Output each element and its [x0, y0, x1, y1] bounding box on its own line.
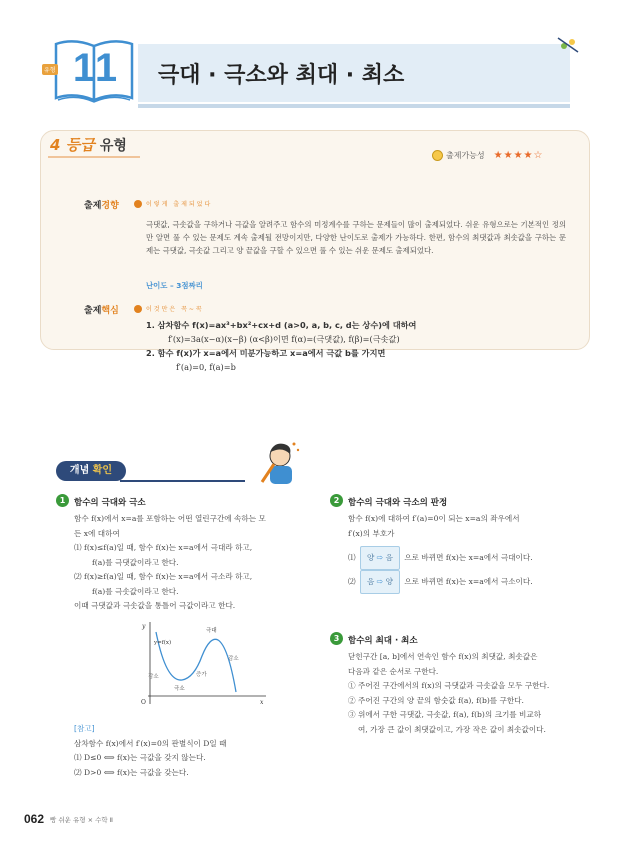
decrease-label-2: 감소 — [228, 656, 239, 662]
s2-line: 함수 f(x)에 대하여 f′(a)=0이 되는 x=a의 좌우에서 — [348, 514, 520, 523]
case-1-num: ⑴ — [348, 553, 356, 562]
core-item-1: 1. 삼차함수 f(x)=ax³+bx²+cx+d (a>0, a, b, c, d는 상수)에 대하여 — [146, 320, 417, 330]
concept-label-a: 개념 — [69, 465, 90, 476]
core-subhead — [134, 304, 204, 313]
bullet-icon — [134, 200, 142, 208]
trend-label-b: 경향 — [101, 201, 119, 211]
note-line: ⑵ D>0 ⟺ f(x)는 극값을 갖는다. — [74, 767, 189, 777]
section-2-body — [348, 512, 578, 541]
grade-tag-underline — [48, 156, 140, 158]
arrow-right-icon: ⇨ — [376, 553, 384, 562]
grade-tag — [50, 134, 127, 155]
footer-text: 빵 쉬운 유형 × 수학 Ⅱ — [50, 816, 113, 824]
s3-line: ② 주어진 구간의 양 끝의 함숫값 f(a), f(b)를 구한다. — [348, 695, 524, 705]
chip-to: 양 — [385, 577, 393, 586]
concept-divider — [120, 480, 245, 482]
sign-change-chip-1 — [360, 546, 400, 570]
grade-label: 4 등급 — [50, 136, 95, 154]
trend-subhead-text: 이렇게 출제되었다 — [146, 201, 213, 208]
note-line: 삼차함수 f(x)에서 f′(x)=0의 판별식이 D일 때 — [74, 738, 227, 748]
x-axis-label: x — [260, 699, 264, 706]
s1-line: ⑵ f(x)≥f(a)일 때, 함수 f(x)는 x=a에서 극소라 하고, — [74, 572, 253, 581]
rating — [432, 150, 543, 161]
page-title: 극대 · 극소와 최대 · 최소 — [158, 63, 405, 88]
min-label: 극소 — [174, 686, 185, 692]
s3-line: 다음과 같은 순서로 구한다. — [348, 666, 439, 676]
trend-subhead — [134, 199, 212, 208]
trend-label — [84, 198, 119, 211]
arrow-right-icon: ⇨ — [376, 577, 384, 586]
case-2 — [348, 570, 578, 594]
chip-from: 음 — [367, 577, 375, 586]
section-3-badge: 3 — [330, 632, 343, 645]
core-item-2b: f′(a)=0, f(a)=b — [176, 362, 236, 372]
section-1-body — [74, 512, 306, 614]
sign-change-chip-2 — [360, 570, 400, 594]
trend-label-a: 출제 — [84, 201, 102, 211]
concept-pill — [56, 461, 126, 481]
core-label-a: 출제 — [84, 306, 102, 316]
core-item-2: 2. 함수 f(x)가 x=a에서 미분가능하고 x=a에서 극값 b를 가지면 — [146, 348, 386, 358]
trend-text: 극댓값, 극솟값을 구하거나 극값을 알려주고 함수의 미정계수를 구하는 문제들이 많이 출제되었다. 쉬운 유형으로는 기본적인 정의만 알면 풀 수 있는 문제도 계속 출제될 전망이지만, 다양한 난이도로 출제가 가능하다. 한편, 함수의 최댓값과 최솟값을 구하는 문제는 극댓값, 극솟값 그리고 양 끝값을 구할 수 있으면 풀 수 있는 쉬운 문제도 출제되었다. — [146, 220, 566, 255]
section-1-title: 함수의 극대와 극소 — [74, 498, 146, 508]
case-1-text: 으로 바뀌면 f(x)는 x=a에서 극대이다. — [404, 553, 533, 562]
section-2-badge: 2 — [330, 494, 343, 507]
chapter-tag: 유형 — [42, 64, 58, 75]
bullet-icon — [134, 305, 142, 313]
section-1-note — [74, 722, 306, 780]
core-label — [84, 303, 119, 316]
student-character-icon — [254, 438, 304, 488]
core-item-1b: f′(x)=3a(x−α)(x−β) (α<β)이면 f(α)=(극댓값), f(β)=(극솟값) — [168, 334, 400, 344]
case-1 — [348, 546, 578, 570]
level-text: 난이도 – 3점짜리 — [146, 281, 203, 290]
rating-stars: ★★★★☆ — [493, 150, 544, 161]
case-2-num: ⑵ — [348, 577, 356, 586]
rating-label: 출제가능성 — [446, 151, 485, 160]
y-axis-label: y — [142, 623, 146, 630]
s1-line: f(a)를 극솟값이라고 한다. — [92, 586, 179, 596]
increase-label: 증가 — [196, 672, 207, 678]
bulb-icon — [432, 150, 443, 161]
section-2-cases — [348, 546, 578, 594]
s3-line: 닫힌구간 [a, b]에서 연속인 함수 f(x)의 최댓값, 최솟값은 — [348, 652, 538, 661]
pencil-deco-icon — [556, 32, 580, 56]
chip-from: 양 — [367, 553, 375, 562]
page-number: 062 — [24, 812, 45, 826]
note-tag: [참고] — [74, 724, 95, 733]
section-2-title: 함수의 극대와 극소의 판정 — [348, 498, 448, 508]
lesson-number: 11 — [72, 46, 120, 90]
max-label: 극대 — [206, 628, 217, 634]
extrema-graph — [136, 620, 268, 706]
core-label-b: 핵심 — [101, 306, 119, 316]
function-label: y=f(x) — [154, 640, 172, 646]
s3-line: ③ 위에서 구한 극댓값, 극솟값, f(a), f(b)의 크기를 비교하 — [348, 710, 542, 719]
s1-line: 함수 f(x)에서 x=a를 포함하는 어떤 열린구간에 속하는 모 — [74, 514, 266, 523]
concept-label-b: 확인 — [92, 465, 113, 476]
case-2-text: 으로 바뀌면 f(x)는 x=a에서 극소이다. — [404, 577, 533, 586]
s1-line: f(a)를 극댓값이라고 한다. — [92, 557, 179, 567]
s1-line: 이때 극댓값과 극솟값을 통틀어 극값이라고 한다. — [74, 601, 236, 610]
s1-line: 든 x에 대하여 — [74, 528, 120, 538]
section-3-title: 함수의 최대 · 최소 — [348, 636, 418, 646]
core-content — [146, 318, 566, 374]
core-subhead-text: 이것만은 꼭~꼭 — [146, 306, 204, 313]
s3-line: ① 주어진 구간에서의 f(x)의 극댓값과 극솟값을 모두 구한다. — [348, 681, 550, 690]
s1-line: ⑴ f(x)≤f(a)일 때, 함수 f(x)는 x=a에서 극대라 하고, — [74, 543, 253, 552]
section-3-body — [348, 650, 584, 737]
origin-label: O — [141, 699, 146, 706]
type-label: 유형 — [99, 138, 127, 154]
s2-line: f′(x)의 부호가 — [348, 528, 395, 538]
decrease-label-1: 감소 — [148, 674, 159, 680]
note-line: ⑴ D≤0 ⟺ f(x)는 극값을 갖지 않는다. — [74, 753, 206, 762]
s3-line: 여, 가장 큰 값이 최댓값이고, 가장 작은 값이 최솟값이다. — [358, 724, 546, 734]
section-1-badge: 1 — [56, 494, 69, 507]
chip-to: 음 — [385, 553, 393, 562]
